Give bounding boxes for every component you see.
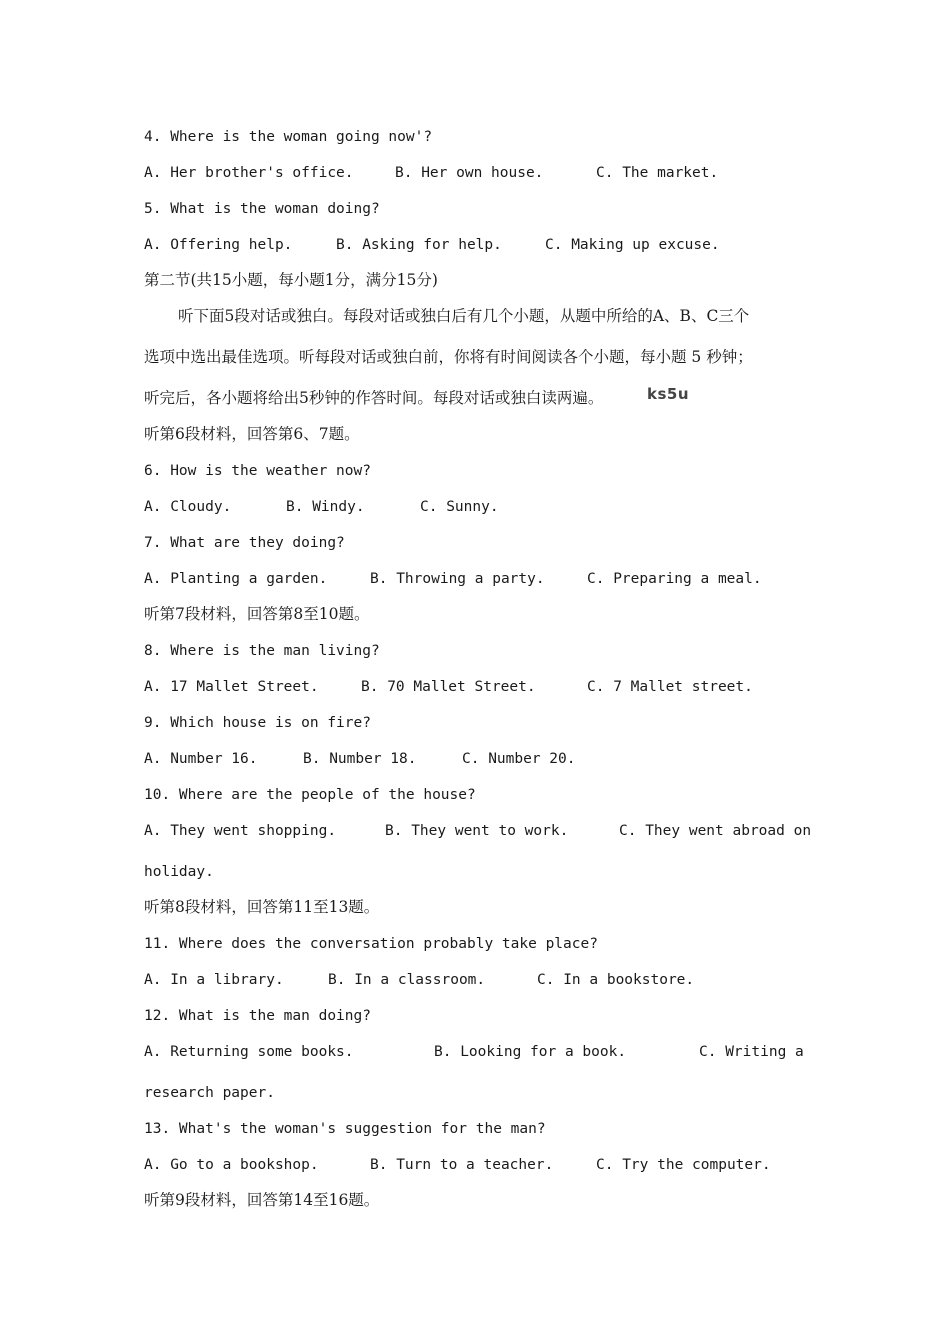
q8-option-b: B. 70 Mallet Street.: [361, 679, 536, 695]
q4-option-c: C. The market.: [596, 165, 719, 181]
watermark: ks5u: [647, 385, 690, 403]
q5-option-c: C. Making up excuse.: [545, 237, 720, 253]
question-6: 6. How is the weather now?: [144, 463, 371, 479]
q11-option-a: A. In a library.: [144, 972, 284, 988]
material-8-intro: 听第8段材料，回答第11至13题。: [144, 898, 380, 916]
instructions-line-2: 选项中选出最佳选项。听每段对话或独白前，你将有时间阅读各个小题，每小题 5 秒钟；: [144, 348, 753, 366]
q10-option-c: C. They went abroad on: [619, 823, 812, 839]
q13-option-c: C. Try the computer.: [596, 1157, 771, 1173]
q13-option-b: B. Turn to a teacher.: [370, 1157, 554, 1173]
q5-option-a: A. Offering help.: [144, 237, 293, 253]
q7-option-c: C. Preparing a meal.: [587, 571, 762, 587]
question-10: 10. Where are the people of the house?: [144, 787, 476, 803]
q12-option-a: A. Returning some books.: [144, 1044, 354, 1060]
question-11: 11. Where does the conversation probably take place?: [144, 936, 598, 952]
material-7-intro: 听第7段材料，回答第8至10题。: [144, 605, 370, 623]
q11-option-b: B. In a classroom.: [328, 972, 486, 988]
q9-option-c: C. Number 20.: [462, 751, 576, 767]
q12-option-c-continued: research paper.: [144, 1085, 275, 1101]
q10-option-b: B. They went to work.: [385, 823, 569, 839]
q8-option-a: A. 17 Mallet Street.: [144, 679, 319, 695]
question-5: 5. What is the woman doing?: [144, 201, 380, 217]
q12-option-c: C. Writing a: [699, 1044, 804, 1060]
q10-option-a: A. They went shopping.: [144, 823, 337, 839]
q12-option-b: B. Looking for a book.: [434, 1044, 627, 1060]
material-9-intro: 听第9段材料，回答第14至16题。: [144, 1191, 380, 1209]
question-12: 12. What is the man doing?: [144, 1008, 371, 1024]
q9-option-b: B. Number 18.: [303, 751, 417, 767]
q6-option-b: B. Windy.: [286, 499, 365, 515]
q6-option-a: A. Cloudy.: [144, 499, 232, 515]
q6-option-c: C. Sunny.: [420, 499, 499, 515]
section-heading: 第二节(共15小题，每小题1分，满分15分): [144, 271, 438, 289]
question-4: 4. Where is the woman going now'?: [144, 129, 433, 145]
q8-option-c: C. 7 Mallet street.: [587, 679, 753, 695]
question-8: 8. Where is the man living?: [144, 643, 380, 659]
q4-option-b: B. Her own house.: [395, 165, 544, 181]
q13-option-a: A. Go to a bookshop.: [144, 1157, 319, 1173]
q7-option-a: A. Planting a garden.: [144, 571, 328, 587]
q11-option-c: C. In a bookstore.: [537, 972, 695, 988]
instructions-line-1: 听下面5段对话或独白。每段对话或独白后有几个小题，从题中所给的A、B、C三个: [178, 307, 750, 325]
question-7: 7. What are they doing?: [144, 535, 345, 551]
instructions-line-3: 听完后，各小题将给出5秒钟的作答时间。每段对话或独白读两遍。: [144, 389, 604, 407]
q9-option-a: A. Number 16.: [144, 751, 258, 767]
q10-option-c-continued: holiday.: [144, 864, 214, 880]
question-9: 9. Which house is on fire?: [144, 715, 371, 731]
q4-option-a: A. Her brother's office.: [144, 165, 354, 181]
question-13: 13. What's the woman's suggestion for the man?: [144, 1121, 546, 1137]
q7-option-b: B. Throwing a party.: [370, 571, 545, 587]
q5-option-b: B. Asking for help.: [336, 237, 502, 253]
material-6-intro: 听第6段材料，回答第6、7题。: [144, 425, 360, 443]
